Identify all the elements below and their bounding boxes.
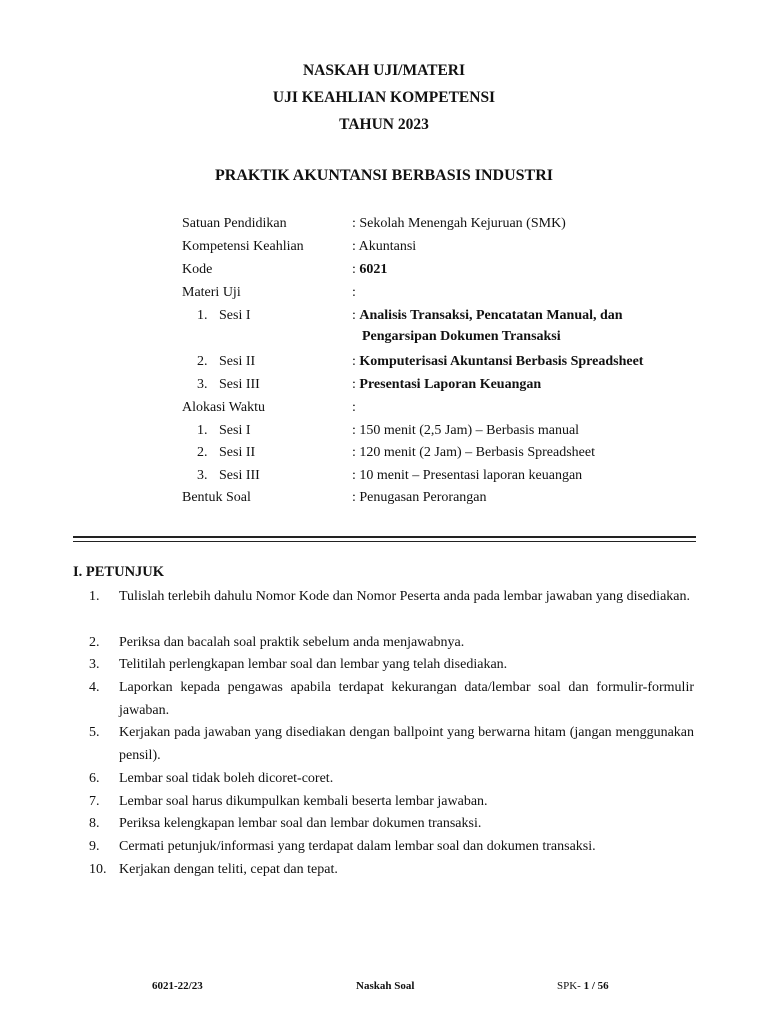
instruction-item: 8. Periksa kelengkapan lembar soal dan lembar dokumen transaksi.	[89, 816, 482, 831]
divider-thin	[73, 541, 696, 542]
instruction-item: 2. Periksa dan bacalah soal praktik sebelum anda menjawabnya.	[89, 635, 465, 650]
meta-value-continuation: Pengarsipan Dokumen Transaksi	[362, 329, 561, 344]
instruction-item: 9. Cermati petunjuk/informasi yang terdapat dalam lembar soal dan dokumen transaksi.	[89, 839, 596, 854]
meta-value: : 6021	[352, 262, 388, 277]
doc-title-line2: UJI KEAHLIAN KOMPETENSI	[272, 89, 496, 106]
footer-label: Naskah Soal	[356, 980, 415, 992]
doc-title-line3: TAHUN 2023	[339, 116, 429, 133]
divider-thick	[73, 536, 696, 538]
meta-label: Kompetensi Keahlian	[182, 239, 304, 254]
section-heading-petunjuk: I. PETUNJUK	[73, 564, 165, 580]
meta-label: Alokasi Waktu	[182, 400, 265, 415]
instruction-item: 10. Kerjakan dengan teliti, cepat dan tepat.	[89, 862, 338, 877]
meta-value: : Akuntansi	[352, 239, 417, 254]
meta-value: : Sekolah Menengah Kejuruan (SMK)	[352, 216, 566, 231]
footer-page-number: SPK- 1 / 56	[557, 980, 609, 992]
meta-label: Bentuk Soal	[182, 490, 251, 505]
doc-title-line1: NASKAH UJI/MATERI	[302, 62, 466, 79]
footer-code: 6021-22/23	[152, 980, 203, 992]
doc-subtitle: PRAKTIK AKUNTANSI BERBASIS INDUSTRI	[214, 167, 553, 184]
instruction-item: 7. Lembar soal harus dikumpulkan kembali beserta lembar jawaban.	[89, 794, 488, 809]
meta-value: :	[352, 285, 356, 300]
instruction-item: 1. Tulislah terlebih dahulu Nomor Kode dan Nomor Peserta anda pada lembar jawaban yang disediakan.	[89, 589, 690, 604]
meta-label: Satuan Pendidikan	[182, 216, 287, 231]
meta-value: : Penugasan Perorangan	[352, 490, 487, 505]
meta-label: Kode	[182, 262, 213, 277]
meta-value: :	[352, 400, 356, 415]
instruction-item: 5. Kerjakan pada jawaban yang disediakan dengan ballpoint yang berwarna hitam (jangan menggunakan pensil).	[89, 725, 694, 763]
meta-label: Materi Uji	[182, 285, 241, 300]
instruction-item: 3. Telitilah perlengkapan lembar soal dan lembar yang telah disediakan.	[89, 657, 508, 672]
instruction-item: 6. Lembar soal tidak boleh dicoret-coret.	[89, 771, 334, 786]
instruction-item: 4. Laporkan kepada pengawas apabila terdapat kekurangan data/lembar soal dan formulir-formulir jawaban.	[89, 680, 694, 718]
